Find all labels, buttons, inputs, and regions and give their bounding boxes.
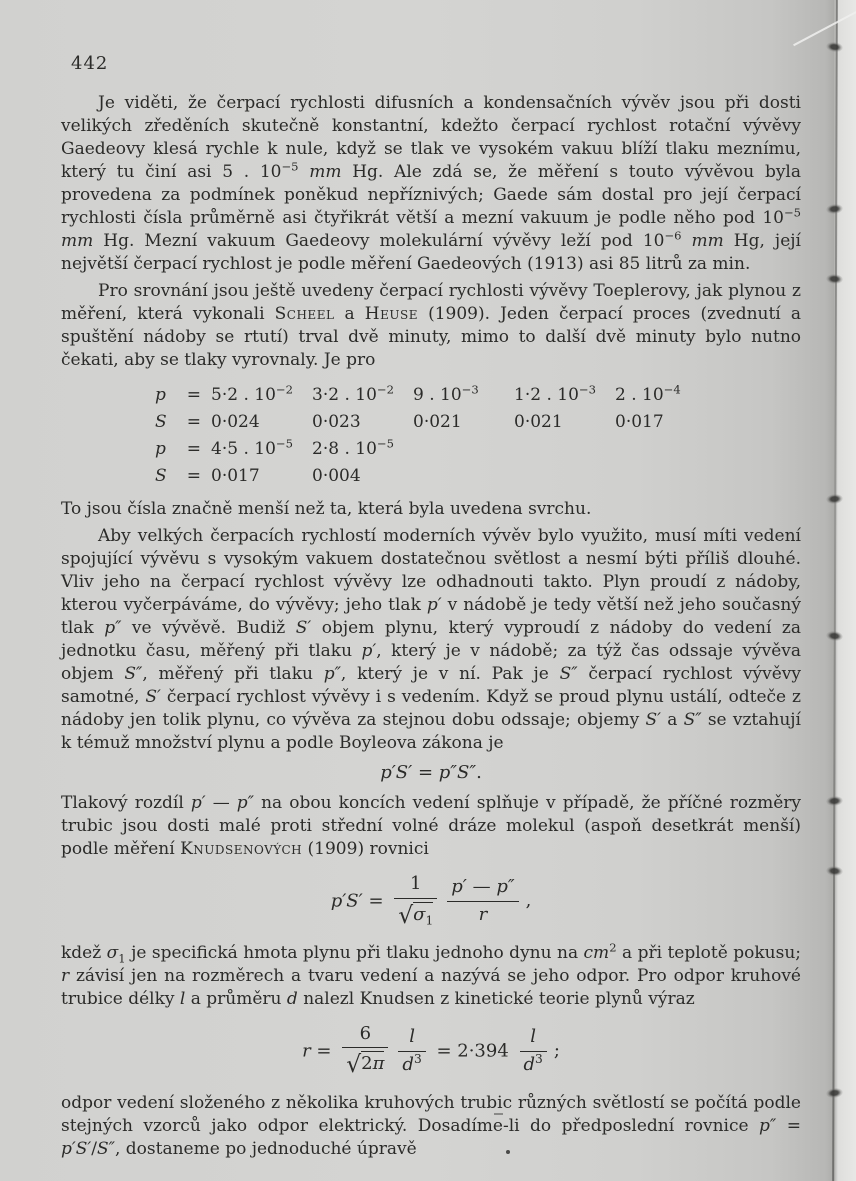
table-row — [155, 436, 801, 463]
table-value: 1·2 . $10^{-3}$ — [514, 382, 596, 405]
ink-speck — [506, 1150, 510, 1154]
formula-tube-resistance: r = $\frac{6}{√2\pi}$ $\frac{l}{d^3}$ = 2·394 $\frac{l}{d^3}$ ; — [302, 1022, 560, 1079]
formula-knudsen-equation: p′S′ = $\frac{1}{√\sigma_1}$ $\frac{p' — p''}{r}$ , — [330, 873, 532, 929]
paper-crease-mark — [793, 8, 856, 46]
table-row — [155, 409, 801, 436]
binding-stitch-mark — [826, 203, 844, 215]
table-row — [155, 382, 801, 409]
binding-stitch-mark — [826, 795, 844, 806]
table-value: 0·023 — [312, 412, 361, 432]
page-number: 442 — [71, 53, 109, 74]
table-value: 0·017 — [211, 466, 260, 486]
binding-stitch-mark — [826, 493, 844, 504]
binding-stitch-mark — [825, 1087, 843, 1099]
ink-smudge — [494, 1113, 503, 1115]
table-value: 0·004 — [312, 466, 361, 486]
binding-stitch-mark — [826, 273, 844, 284]
paragraph-tube-conductance: Aby velkých čerpacích rychlostí moderních vývěv bylo využito, musí míti vedení spojující vývěvu s vysokým vakuem dostatečnou světlost a nesmí býti příliš dlouhé. Vliv jeho na čerpací rychlost vývěvy lze odhadnouti takto. Plyn proudí z nádoby, kterou vyčerpáváme, do vývěvy; jeho tlak p′ v nádobě je tedy větší než jeho současný tlak p″ ve vývěvě. Budiž S′ objem plynu, který vyproudí z nádoby do vedení za jednotku času, měřený při tlaku p′, který je v nádobě; za týž čas odssaje vývěva objem S″, měřený při tlaku p″, který je v ní. Pak je S″ čerpací rychlost vývěvy samotné, S′ čerpací rychlost vývěvy i s vedením. Když se proud plynu ustálí, odteče z nádoby jen tolik plynu, co vývěva za stejnou dobu odssaje; objemy S′ a S″ se vztahují k témuž množství plynu a podle Boyleova zákona je — [61, 526, 801, 753]
text-column — [61, 92, 801, 1165]
table-value: 5·2 . $10^{-2}$ — [211, 382, 293, 405]
paragraph-sigma-definition: kdež $\sigma_1$ je specifická hmota plynu při tlaku jednoho dynu na $cm^2$ a při teplotě pokusu; r závisí jen na rozměrech a tvaru vedení a nazývá se jeho odpor. Pro odpor kruhové trubice délky l a průměru d nalezl Knudsen z kinetické teorie plynů výraz — [61, 940, 801, 1009]
binding-stitch-mark — [826, 865, 844, 876]
table-value: 0·024 — [211, 412, 260, 432]
paragraph-composite-resistance: odpor vedení složeného z několika kruhových trubic různých světlostí se počítá podle stejných vzorců jako odpor elektrický. Dosadíme-li do předposlední rovnice p″ = p′S′/S″, dostaneme po jednoduché úpravě — [61, 1092, 801, 1159]
table-value: 0·021 — [413, 412, 462, 432]
table-var-label: S = — [155, 466, 201, 486]
paragraph-pump-speeds: Je viděti, že čerpací rychlosti difusních a kondensačních vývěv jsou při dosti velikých zředěních skutečně konstantní, kdežto čerpací rychlost rotační vývěvy Gaedeovy klesá rychle k nule, když se tlak ve vysokém vakuu blíží tlaku meznímu, který tu činí asi 5 . $10^{-5}$ mm Hg. Ale zdá se, že měření s touto vývěvou byla provedena za podmínek poněkud nepříznivých; Gaede sám dostal pro její čerpací rychlosti čísla průměrně asi čtyřikrát větší a mezní vakuum je podle něho pod $10^{-5}$ mm Hg. Mezní vakuum Gaedeovy molekulární vývěvy leží pod $10^{-6}$ mm Hg, její největší čerpací rychlost je podle měření Gaedeových (1913) asi 85 litrů za min. — [61, 93, 801, 274]
formula-boyle-law: p′S′ = p″S″. — [380, 762, 482, 783]
table-value: 0·021 — [514, 412, 563, 432]
table-var-label: p = — [155, 439, 201, 459]
table-value: 4·5 . $10^{-5}$ — [211, 436, 293, 459]
table-var-label: S = — [155, 412, 201, 432]
table-value: 2·8 . $10^{-5}$ — [312, 436, 394, 459]
paragraph-toepler-comparison: Pro srovnání jsou ještě uvedeny čerpací rychlosti vývěvy Toeplerovy, jak plynou z měření, která vykonali Scheel a Heuse (1909). Jeden čerpací proces (zvednutí a spuštění nádoby se rtutí) trval dvě minuty, mimo to další dvě minuty bylo nutno čekati, aby se tlaky vyrovnaly. Je pro — [61, 281, 801, 370]
table-var-label: p = — [155, 385, 201, 405]
pump-speed-table — [155, 382, 801, 490]
table-row — [155, 463, 801, 490]
table-value: 3·2 . $10^{-2}$ — [312, 382, 394, 405]
table-value: 0·017 — [615, 412, 664, 432]
binding-stitch-mark — [825, 630, 843, 642]
binding-stitch-mark — [825, 41, 843, 53]
table-value: 9 . $10^{-3}$ — [413, 382, 479, 405]
paragraph-table-remark: To jsou čísla značně menší než ta, která byla uvedena svrchu. — [61, 499, 592, 519]
binding-seam-line — [832, 0, 838, 1181]
paragraph-pressure-difference: Tlakový rozdíl p′ — p″ na obou koncích vedení splňuje v případě, že příčné rozměry trubic jsou dosti malé proti střední volné dráze molekul (aspoň desetkrát menší) podle měření Knudsenových (1909) rovnici — [61, 793, 801, 859]
table-value: 2 . $10^{-4}$ — [615, 382, 681, 405]
